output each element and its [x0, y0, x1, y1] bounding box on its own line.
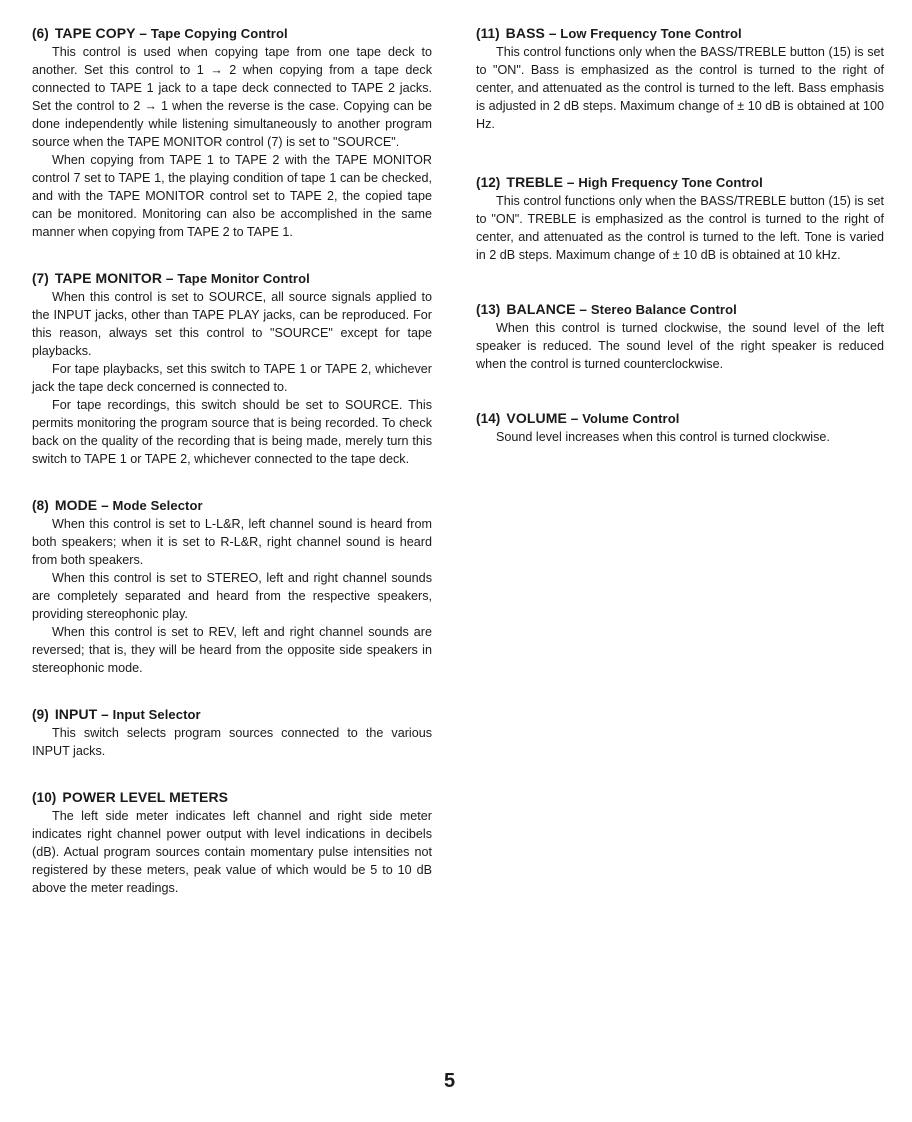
section-heading: (13) BALANCE – Stereo Balance Control	[476, 301, 737, 317]
section-heading: (11) BASS – Low Frequency Tone Control	[476, 25, 742, 41]
page-number: 5	[444, 1070, 456, 1092]
paragraph: When this control is set to SOURCE, all source signals applied to the INPUT jacks, other than TAPE PLAY jacks, can be reproduced. For this reason, always set this control to "SOURCE" except for tape playbacks.	[32, 290, 432, 358]
section-heading: (9) INPUT – Input Selector	[32, 706, 201, 722]
paragraph: When this control is set to L-L&R, left channel sound is heard from both speakers; when it is set to R-L&R, right channel sound is heard from both speakers.	[32, 517, 432, 567]
section-bass	[476, 24, 884, 133]
left-column	[32, 24, 432, 925]
paragraph: When this control is set to STEREO, left and right channel sounds are completely separated and heard from the respective speakers, providing stereophonic play.	[32, 571, 432, 621]
paragraph: When copying from TAPE 1 to TAPE 2 with the TAPE MONITOR control 7 set to TAPE 1, the playing condition of tape 1 can be checked, and with the TAPE MONITOR control set to TAPE 2, the copied tape can be monitored. Monitoring can also be accomplished in the same manner when copying from TAPE 2 to TAPE 1.	[32, 153, 432, 239]
paragraph: For tape playbacks, set this switch to TAPE 1 or TAPE 2, whichever jack the tape deck concerned is connected to.	[32, 362, 432, 394]
paragraph: This switch selects program sources connected to the various INPUT jacks.	[32, 726, 432, 758]
paragraph: Sound level increases when this control is turned clockwise.	[496, 430, 830, 444]
section-balance	[476, 300, 884, 373]
section-volume	[476, 409, 884, 446]
right-column	[476, 24, 884, 474]
section-input	[32, 705, 432, 760]
paragraph: This control functions only when the BASS/TREBLE button (15) is set to "ON". Bass is emphasized as the control is turned to the right of center, and attenuated as the control is turned to the left. Bass emphasis is adjusted in 2 dB steps. Maximum change of ± 10 dB is obtained at 100 Hz.	[476, 45, 884, 131]
section-power-level-meters	[32, 788, 432, 897]
section-mode	[32, 496, 432, 677]
paragraph: This control functions only when the BASS/TREBLE button (15) is set to "ON". TREBLE is emphasized as the control is turned to the right of center, and attenuated as the control is turned to the left. Tone is varied in 2 dB steps. Maximum change of ± 10 dB is obtained at 10 kHz.	[476, 194, 884, 262]
section-tape-copy	[32, 24, 432, 241]
section-heading: (8) MODE – Mode Selector	[32, 497, 203, 513]
paragraph: When this control is turned clockwise, the sound level of the left speaker is reduced. The sound level of the right speaker is reduced when the control is turned counterclockwise.	[476, 321, 884, 371]
paragraph: For tape recordings, this switch should be set to SOURCE. This permits monitoring the program source that is being recorded. To check back on the quality of the recording that is being made, merely turn this switch to TAPE 1 or TAPE 2, whichever connected to the tape deck.	[32, 398, 432, 466]
paragraph: When this control is set to REV, left and right channel sounds are reversed; that is, they will be heard from the opposite side speakers in stereophonic mode.	[32, 625, 432, 675]
section-heading: (7) TAPE MONITOR – Tape Monitor Control	[32, 270, 310, 286]
section-heading: (12) TREBLE – High Frequency Tone Control	[476, 174, 763, 190]
section-treble	[476, 173, 884, 264]
paragraph: The left side meter indicates left channel and right side meter indicates right channel power output with level indications in decibels (dB). Actual program sources contain momentary pulse intensities not registered by these meters, peak value of which would be 5 to 10 dB above the meter readings.	[32, 809, 432, 895]
section-heading: (14) VOLUME – Volume Control	[476, 410, 680, 426]
section-tape-monitor	[32, 269, 432, 468]
section-heading: (10) POWER LEVEL METERS	[32, 789, 229, 805]
paragraph: This control is used when copying tape from one tape deck to another. Set this control to 1 → 2 when copying from a tape deck connected to TAPE 1 jack to a tape deck connected to TAPE 2 jacks. Set the control to 2 → 1 when the reverse is the case. Copying can be done independently while listening simultaneously to another program source when the TAPE MONITOR control (7) is set to "SOURCE".	[32, 45, 432, 149]
section-heading: (6) TAPE COPY – Tape Copying Control	[32, 25, 288, 41]
